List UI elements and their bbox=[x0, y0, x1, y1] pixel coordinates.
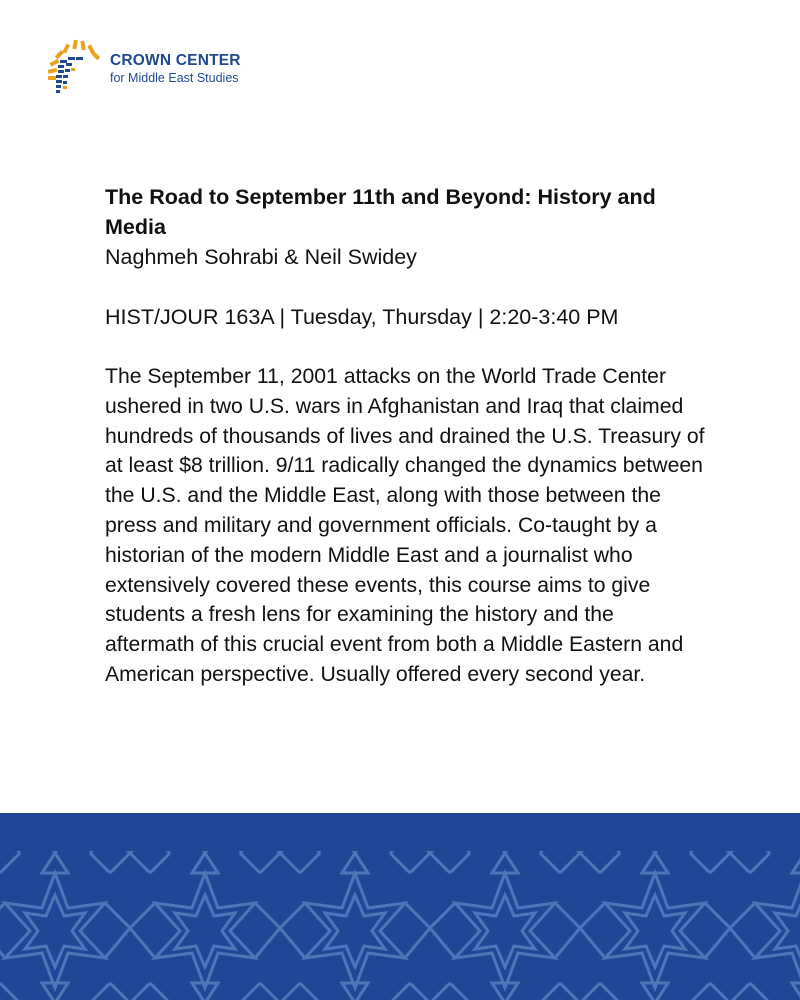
footer-pattern-banner bbox=[0, 813, 800, 1000]
course-title: The Road to September 11th and Beyond: History and Media bbox=[105, 185, 656, 239]
course-schedule: HIST/JOUR 163A | Tuesday, Thursday | 2:20-3:40 PM bbox=[105, 305, 619, 329]
course-instructors: Naghmeh Sohrabi & Neil Swidey bbox=[105, 245, 417, 269]
course-description: The September 11, 2001 attacks on the World Trade Center ushered in two U.S. wars in Afghanistan and Iraq that claimed hundreds of thousands of lives and drained the U.S. Treasury of at least $8 trillion. 9/11 radically changed the dynamics between the U.S. and the Middle East, along with those between the press and military and government officials. Co-taught by a historian of the modern Middle East and a journalist who extensively covered these events, this course aims to give students a fresh lens for examining the history and the aftermath of this crucial event from both a Middle Eastern and American perspective. Usually offered every second year. bbox=[105, 365, 705, 686]
logo-subtitle: for Middle East Studies bbox=[110, 71, 239, 85]
logo-name: CROWN CENTER bbox=[110, 52, 241, 69]
crown-center-logo bbox=[46, 38, 241, 94]
logo-text bbox=[110, 52, 241, 86]
crown-center-arch-logo-icon bbox=[46, 38, 102, 94]
islamic-geometric-pattern-icon bbox=[0, 813, 800, 1000]
course-info bbox=[105, 182, 705, 690]
